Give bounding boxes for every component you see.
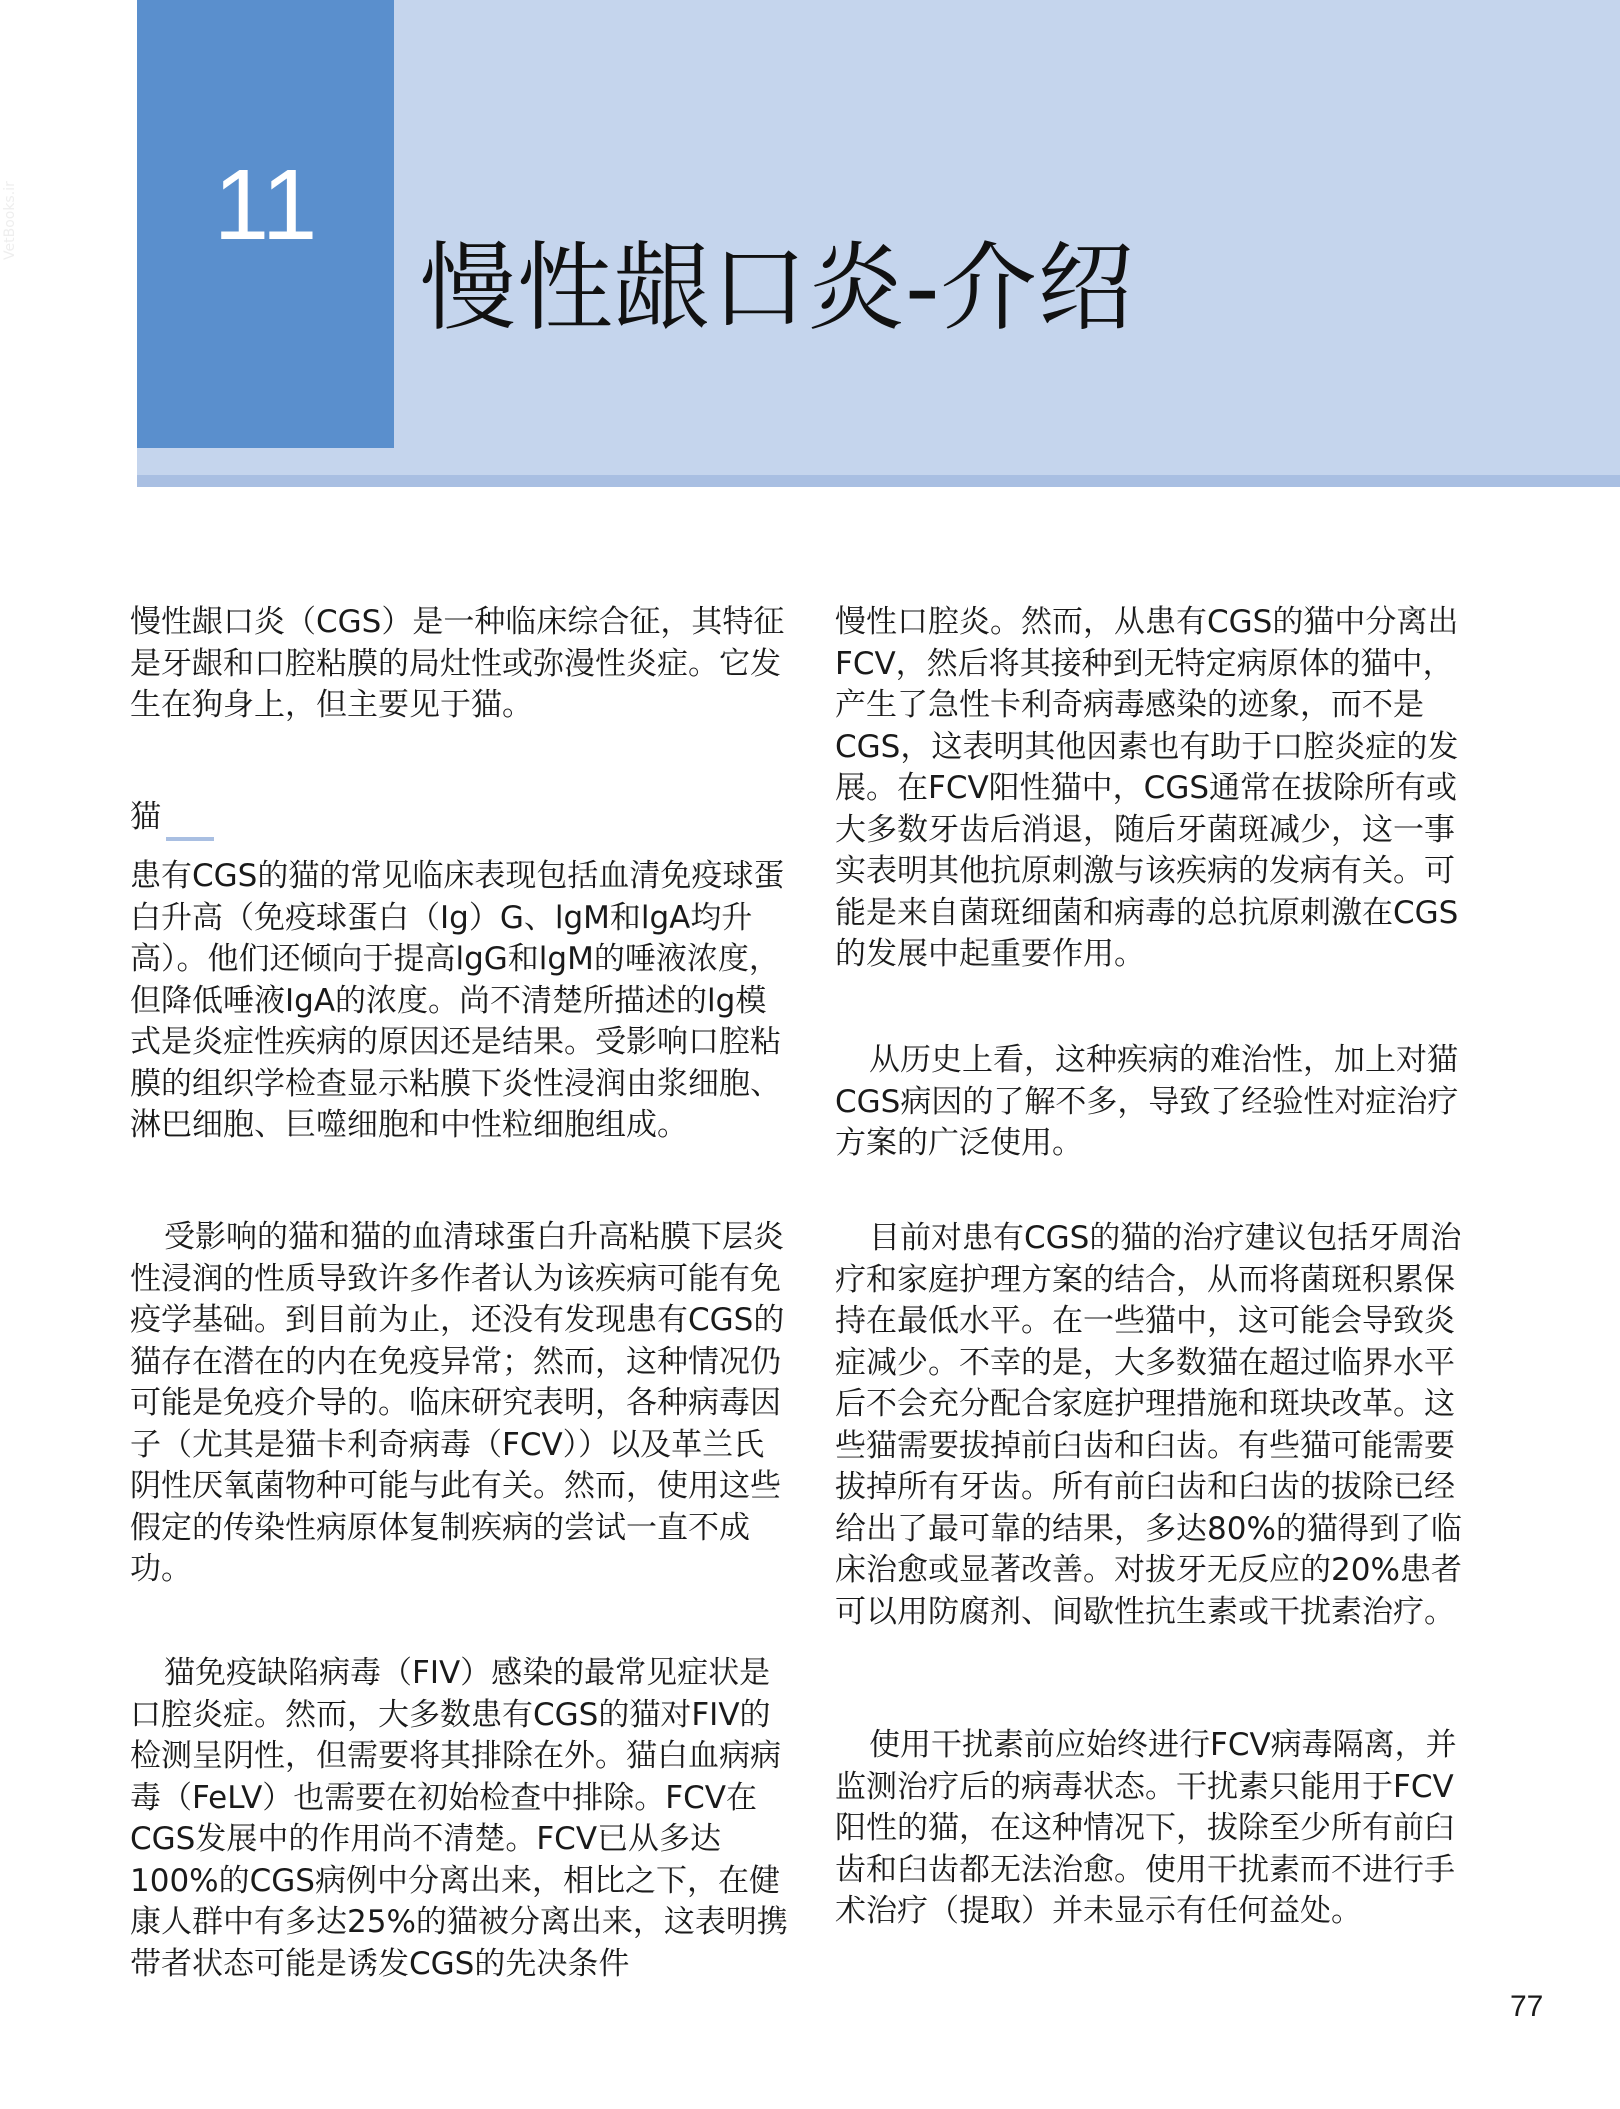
fcv-continuation-paragraph: 慢性口腔炎。然而，从患有CGS的猫中分离出FCV，然后将其接种到无特定病原体的猫中，产生了急性卡利奇病毒感染的迹象，而不是CGS，这表明其他因素也有助于口腔炎症的发展。在FCV阳性猫中，CGS通常在拔除所有或大多数牙齿后消退，随后牙菌斑减少，这一事实表明其他抗原刺激与该疾病的发病有关。可能是来自菌斑细菌和病毒的总抗原刺激在CGS的发展中起重要作用。 (835, 604, 1459, 972)
treatment-paragraph: 目前对患有CGS的猫的治疗建议包括牙周治疗和家庭护理方案的结合，从而将菌斑积累保持在最低水平。在一些猫中，这可能会导致炎症减少。不幸的是，大多数猫在超过临界水平后不会充分配合家庭护理措施和斑块改革。这些猫需要拔掉前臼齿和臼齿。有些猫可能需要拔掉所有牙齿。所有前臼齿和臼齿的拔除已经给出了最可靠的结果，多达80%的猫得到了临床治愈或显著改善。对拔牙无反应的20%患者可以用防腐剂、间歇性抗生素或干扰素治疗。 (835, 1220, 1462, 1630)
left-column-immunology (130, 1217, 790, 1591)
left-column-fiv (130, 1653, 790, 1985)
right-column-treatment (835, 1218, 1475, 1633)
left-column-cat-section (130, 856, 790, 1147)
immunology-paragraph: 受影响的猫和猫的血清球蛋白升高粘膜下层炎性浸润的性质导致许多作者认为该疾病可能有免疫学基础。到目前为止，还没有发现患有CGS的猫存在潜在的内在免疫异常；然而，这种情况仍可能是免疫介导的。临床研究表明，各种病毒因子（尤其是猫卡利奇病毒（FCV））以及革兰氏阴性厌氧菌物种可能与此有关。然而，使用这些假定的传染性病原体复制疾病的尝试一直不成功。 (130, 1219, 785, 1587)
header-divider-band (137, 475, 1620, 487)
right-column-interferon (835, 1725, 1475, 1933)
right-column-fcv (835, 602, 1475, 976)
left-column-intro (130, 602, 790, 727)
interferon-paragraph: 使用干扰素前应始终进行FCV病毒隔离，并监测治疗后的病毒状态。干扰素只能用于FCV阳性的猫，在这种情况下，拔除至少所有前臼齿和臼齿都无法治愈。使用干扰素而不进行手术治疗（提取）并未显示有任何益处。 (835, 1727, 1457, 1929)
right-column-history (835, 1040, 1475, 1165)
fiv-paragraph: 猫免疫缺陷病毒（FIV）感染的最常见症状是口腔炎症。然而，大多数患有CGS的猫对FIV的检测呈阴性，但需要将其排除在外。猫白血病病毒（FeLV）也需要在初始检查中排除。FCV在CGS发展中的作用尚不清楚。FCV已从多达100%的CGS病例中分离出来，相比之下，在健康人群中有多达25%的猫被分离出来，这表明携带者状态可能是诱发CGS的先决条件 (130, 1655, 788, 1982)
section-heading-cat: 猫 (130, 799, 161, 835)
intro-paragraph: 慢性龈口炎（CGS）是一种临床综合征，其特征是牙龈和口腔粘膜的局灶性或弥漫性炎症。它发生在狗身上，但主要见于猫。 (130, 604, 785, 723)
chapter-title: 慢性龈口炎-介绍 (420, 232, 1135, 345)
clinical-signs-paragraph: 患有CGS的猫的常见临床表现包括血清免疫球蛋白升高（免疫球蛋白（Ig）G、lgM和lgA均升高）。他们还倾向于提高lgG和lgM的唾液浓度，但降低唾液IgA的浓度。尚不清楚所描述的lg模式是炎症性疾病的原因还是结果。受影响口腔粘膜的组织学检查显示粘膜下炎性浸润由浆细胞、淋巴细胞、巨噬细胞和中性粒细胞组成。 (130, 858, 785, 1143)
chapter-number: 11 (213, 149, 318, 261)
page-number: 77 (1510, 1990, 1544, 2023)
history-paragraph: 从历史上看，这种疾病的难治性，加上对猫CGS病因的了解不多，导致了经验性对症治疗方案的广泛使用。 (835, 1042, 1459, 1161)
section-heading-underline (166, 837, 214, 841)
watermark: VetBooks.ir (2, 181, 18, 260)
